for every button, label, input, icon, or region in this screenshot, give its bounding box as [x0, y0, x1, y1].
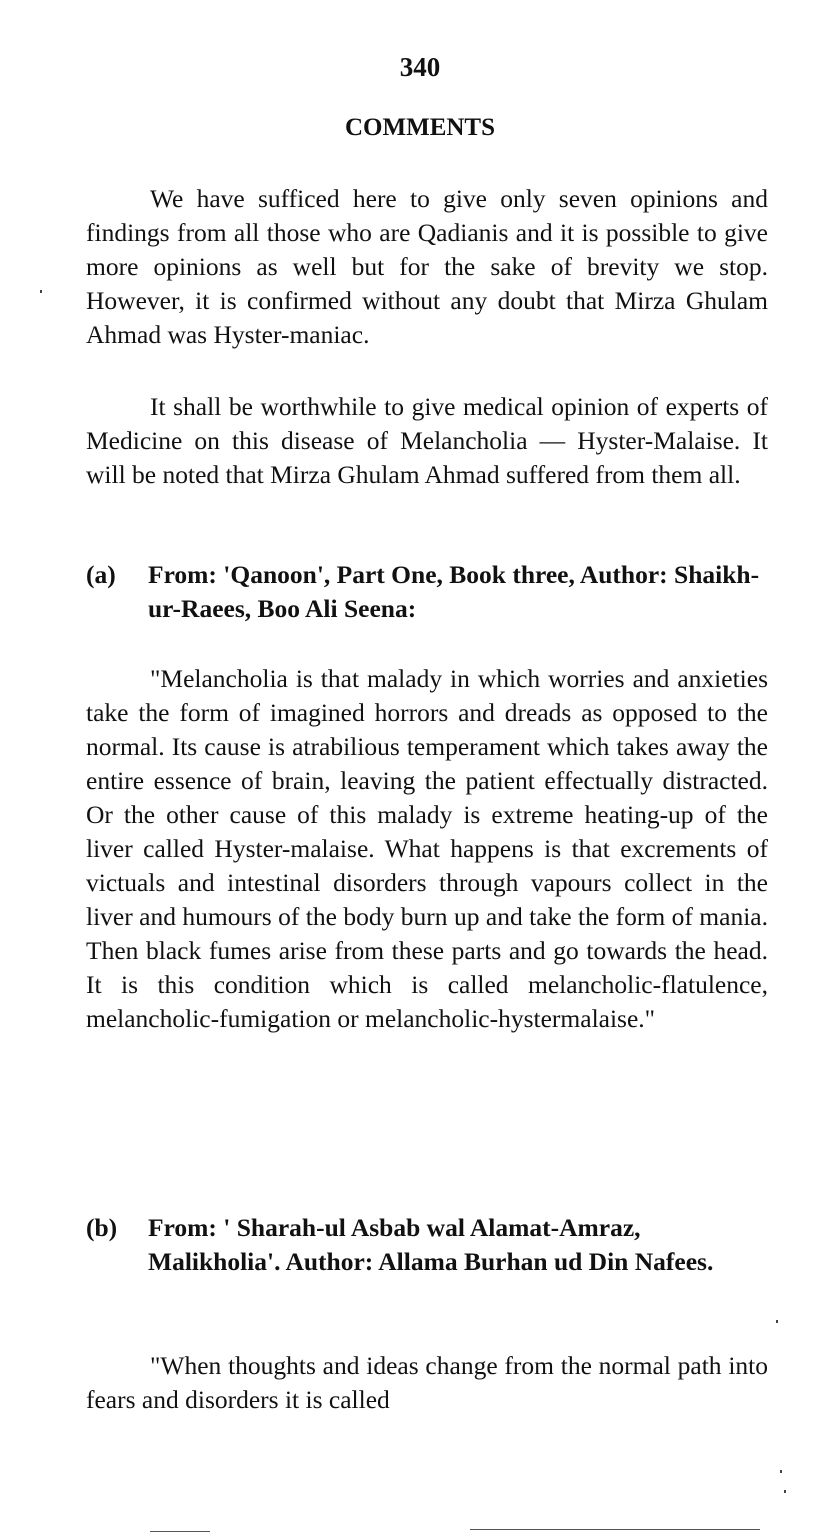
scan-artifact-speck — [780, 1470, 782, 1473]
scan-artifact-speck — [40, 290, 42, 293]
scan-artifact-speck — [784, 1490, 786, 1493]
quote-sharah-ul-asbab: "When thoughts and ideas change from the normal path into fears and disorders it is called — [86, 1351, 768, 1414]
source-label-a: (a) — [86, 560, 116, 589]
source-title-b: From: ' Sharah-ul Asbab wal Alamat-Amraz, Malikholia'. Author: Allama Burhan ud Din Nafees. — [148, 1213, 714, 1276]
paragraph-medical-opinion: It shall be worthwhile to give medical opinion of experts of Medicine on this disease of Melancholia — Hyster-Malaise. It will be noted that Mirza Ghulam Ahmad suffered from them all. — [86, 392, 768, 489]
source-title-a: From: 'Qanoon', Part One, Book three, Author: Shaikh-ur-Raees, Boo Ali Seena: — [148, 560, 760, 623]
scan-artifact-speck — [776, 1320, 778, 1323]
section-heading: COMMENTS — [345, 114, 495, 141]
scan-artifact-line — [150, 1531, 210, 1532]
source-label-b: (b) — [86, 1213, 118, 1242]
paragraph-intro: We have sufficed here to give only seven opinions and findings from all those who are Qadianis and it is possible to give more opinions as well but for the sake of brevity we stop. However, it is confirmed without any doubt that Mirza Ghulam Ahmad was Hyster-maniac. — [86, 184, 768, 349]
page-number: 340 — [399, 52, 441, 82]
quote-qanoon: "Melancholia is that malady in which worries and anxieties take the form of imagined horrors and dreads as opposed to the normal. Its cause is atrabilious temperament which takes away the entire essence of brain, leaving the patient effectually distracted. Or the other cause of this malady is extreme heating-up of the liver called Hyster-malaise. What happens is that excrements of victuals and intestinal disorders through vapours collect in the liver and humours of the body burn up and take the form of mania. Then black fumes arise from these parts and go towards the head. It is this condition which is called melancholic-flatulence, melancholic-fumigation or melancholic-hystermalaise." — [86, 664, 768, 1033]
scan-artifact-line — [470, 1529, 760, 1530]
